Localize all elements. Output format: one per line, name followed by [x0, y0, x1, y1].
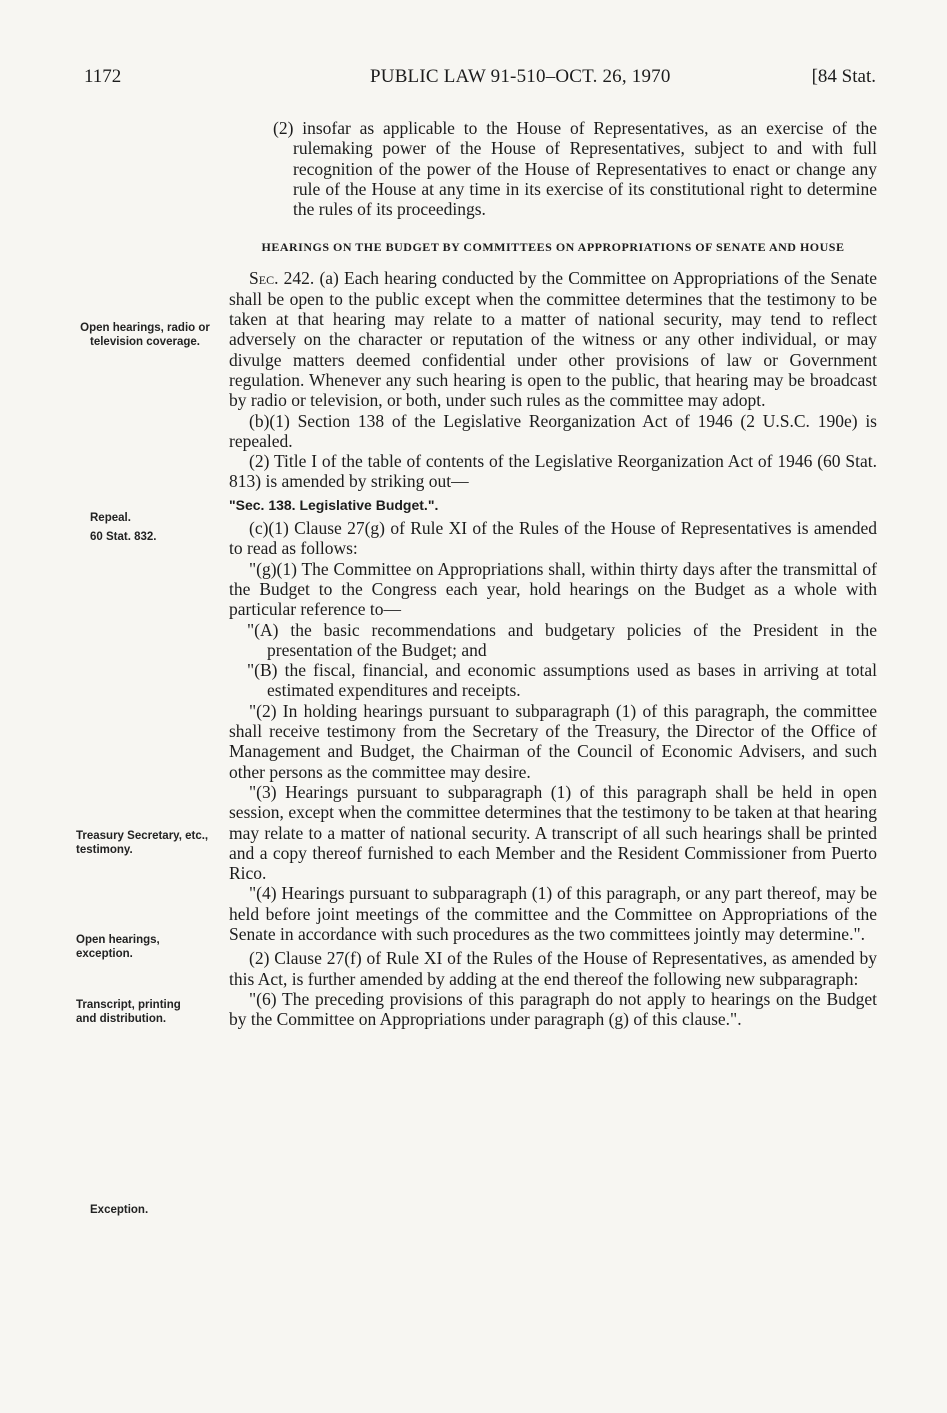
running-head: PUBLIC LAW 91-510–OCT. 26, 1970	[370, 66, 671, 87]
margin-note-transcript: Transcript, printing and distribution.	[76, 999, 181, 1025]
clause-g2: "(2) In holding hearings pursuant to subparagraph (1) of this paragraph, the committee shall receive testimony from the Secretary of the Treasury, the Director of the Office of Management and Budget, the Chairman of the Council of Economic Advisers, and such other persons as the committee may desire.	[229, 700, 877, 782]
clause-g3: "(3) Hearings pursuant to subparagraph (1) of this paragraph shall be held in open session, except when the committee determines that the testimony to be taken at that hearing may relate to a matter of national security. A transcript of all such hearings shall be printed and a copy thereof furnished to each Member and the Resident Commissioner from Puerto Rico.	[229, 781, 877, 884]
margin-note-exception: Exception.	[90, 1204, 149, 1216]
section-label: Sec. 242.	[249, 268, 315, 289]
margin-note-exception-hearings: Open hearings, exception.	[76, 934, 160, 960]
page-header	[84, 66, 874, 96]
clause-g1-a: "(A) the basic recommendations and budgetary policies of the President in the presentation of the Budget; and	[247, 619, 877, 660]
subsection-c2: (2) Clause 27(f) of Rule XI of the Rules of the House of Representatives, as amended by this Act, is further amended by adding at the end thereof the following new subparagraph:	[229, 948, 877, 989]
law-text	[229, 118, 877, 1029]
clause-g4: "(4) Hearings pursuant to subparagraph (1) of this paragraph, or any part thereof, may be held before joint meetings of the committee and the Committee on Appropriations of the Senate in accordance with such procedures as the two committees jointly may determine.".	[229, 883, 877, 944]
margin-note-repeal: Repeal.	[90, 512, 131, 524]
section-242-a	[229, 268, 877, 410]
subsection-c1: (c)(1) Clause 27(g) of Rule XI of the Rules of the House of Representatives is amended to read as follows:	[229, 518, 877, 559]
section-heading: HEARINGS ON THE BUDGET BY COMMITTEES ON APPROPRIATIONS OF SENATE AND HOUSE	[261, 240, 845, 255]
margin-note-treasury: Treasury Secretary, etc., testimony.	[76, 830, 209, 856]
margin-note-open-hearings: Open hearings, radio or television coverage.	[80, 322, 210, 348]
clause-g1-b: "(B) the fiscal, financial, and economic assumptions used as bases in arriving at total estimated expenditures and receipts.	[247, 660, 877, 701]
clause-f6: "(6) The preceding provisions of this paragraph do not apply to hearings on the Budget by the Committee on Appropriations under paragraph (g) of this clause.".	[229, 988, 877, 1030]
subsection-b1: (b)(1) Section 138 of the Legislative Reorganization Act of 1946 (2 U.S.C. 190e) is repealed.	[229, 410, 877, 451]
struck-text: "Sec. 138. Legislative Budget.".	[229, 496, 439, 513]
paragraph-2: (2) insofar as applicable to the House of Representatives, as an exercise of the rulemaking power of the House of Representatives, subject to and with full recognition of the power of the House of Representatives to enact or change any rule of the House at any time in its exercise of its constitutional right to determine the rules of its proceedings.	[273, 118, 877, 220]
page-number: 1172	[84, 66, 122, 87]
section-242-a-text: (a) Each hearing conducted by the Committee on Appropriations of the Senate shall be open to the public except when the committee determines that the testimony to be taken at that hearing may relate to a matter of national security, may tend to reflect adversely on the character or reputation of the witness or any other individual, or may divulge matters deemed confidential under other provisions of law or Government regulation. Whenever any such hearing is open to the public, that hearing may be broadcast by radio or television, or both, under such rules as the committee may adopt.	[229, 268, 877, 411]
subsection-b2: (2) Title I of the table of contents of the Legislative Reorganization Act of 1946 (60 Stat. 813) is amended by striking out—	[229, 451, 877, 492]
statute-volume: [84 Stat.	[811, 66, 876, 87]
clause-g1: "(g)(1) The Committee on Appropriations shall, within thirty days after the transmittal of the Budget to the Congress each year, hold hearings on the Budget as a whole with particular reference to—	[229, 558, 877, 620]
margin-note-stat-ref: 60 Stat. 832.	[90, 531, 157, 543]
